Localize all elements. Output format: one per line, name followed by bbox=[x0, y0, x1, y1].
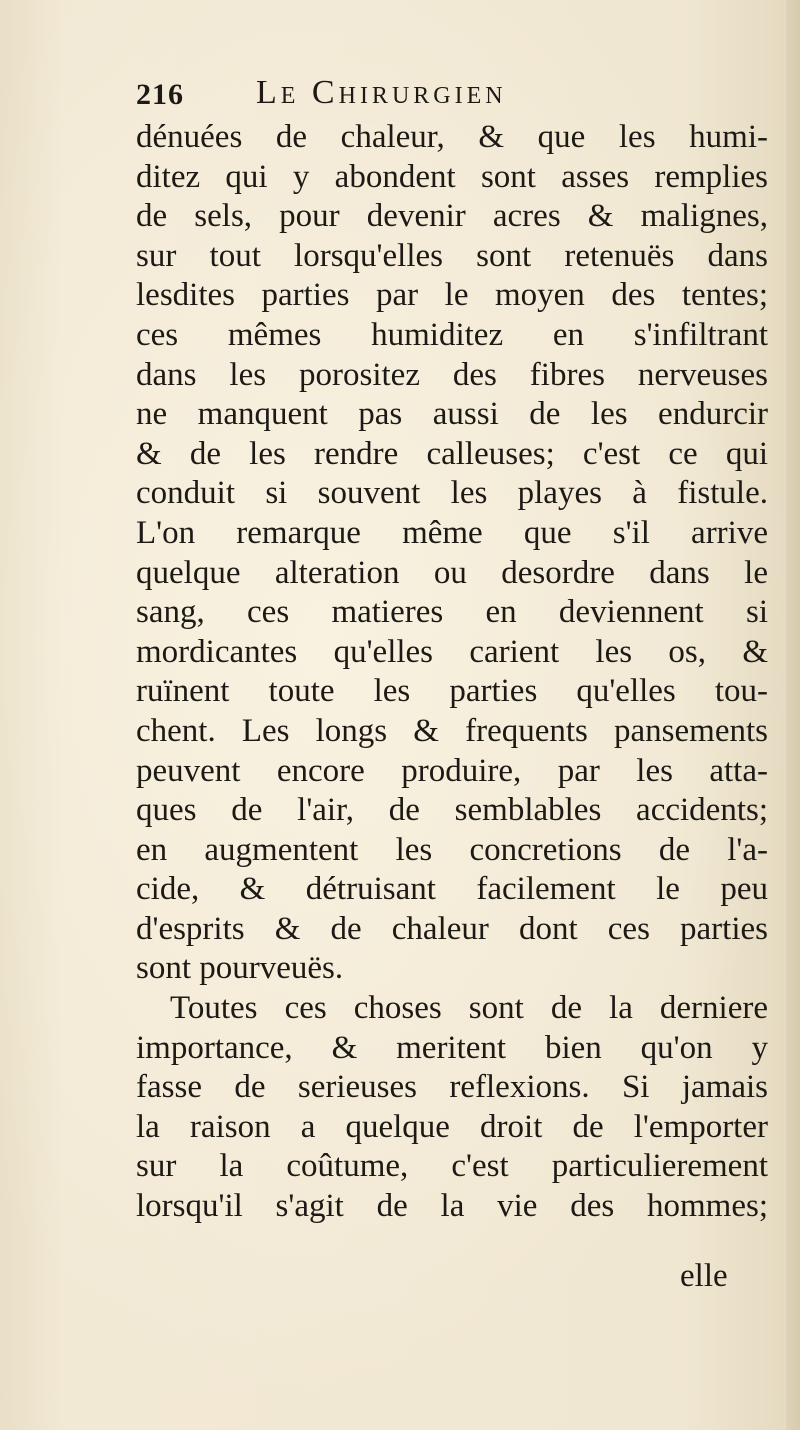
text-line-paragraph-start: Toutes ces choses sont de la derniere bbox=[170, 990, 768, 1027]
text-line-paragraph-end: sont pourveuës. bbox=[136, 950, 344, 987]
text-line: L'on remarque même que s'il arrive bbox=[136, 514, 768, 551]
text-line: ne manquent pas aussi de les endurcir bbox=[136, 396, 768, 433]
text-line: dans les porositez des fibres nerveuses bbox=[136, 356, 768, 393]
text-line: d'esprits & de chaleur dont ces parties bbox=[136, 910, 768, 947]
text-line: sang, ces matieres en deviennent si bbox=[136, 594, 768, 631]
catchword: elle bbox=[680, 1258, 728, 1294]
text-line: en augmentent les concretions de l'a- bbox=[136, 831, 768, 868]
page-edge bbox=[786, 0, 800, 1430]
text-line: ces mêmes humiditez en s'infiltrant bbox=[136, 316, 768, 353]
text-line: dénuées de chaleur, & que les humi- bbox=[136, 119, 768, 155]
running-head: Le Chirurgien bbox=[256, 74, 507, 111]
text-line: ruïnent toute les parties qu'elles tou- bbox=[136, 673, 768, 710]
text-line: ques de l'air, de semblables accidents; bbox=[136, 792, 768, 829]
text-line: importance, & meritent bien qu'on y bbox=[136, 1029, 768, 1066]
page-header bbox=[136, 74, 696, 120]
text-line: ditez qui y abondent sont asses remplies bbox=[136, 158, 768, 195]
text-line: chent. Les longs & frequents pansements bbox=[136, 712, 768, 749]
text-line: sur tout lorsqu'elles sont retenuës dans bbox=[136, 237, 768, 274]
text-line: & de les rendre calleuses; c'est ce qui bbox=[136, 435, 768, 472]
page-number: 216 bbox=[136, 78, 184, 111]
text-line: peuvent encore produire, par les atta- bbox=[136, 752, 768, 789]
text-line: lesdites parties par le moyen des tentes; bbox=[136, 277, 768, 314]
text-line: cide, & détruisant facilement le peu bbox=[136, 871, 768, 908]
text-line: sur la coûtume, c'est particulierement bbox=[136, 1148, 768, 1185]
text-line: de sels, pour devenir acres & malignes, bbox=[136, 198, 768, 235]
text-line: conduit si souvent les playes à fistule. bbox=[136, 475, 768, 512]
text-line: quelque alteration ou desordre dans le bbox=[136, 554, 768, 591]
text-line: mordicantes qu'elles carient les os, & bbox=[136, 633, 768, 670]
text-line: fasse de serieuses reflexions. Si jamais bbox=[136, 1069, 768, 1106]
text-line: la raison a quelque droit de l'emporter bbox=[136, 1108, 768, 1145]
body-text bbox=[136, 118, 768, 1227]
text-line: lorsqu'il s'agit de la vie des hommes; bbox=[136, 1188, 768, 1225]
